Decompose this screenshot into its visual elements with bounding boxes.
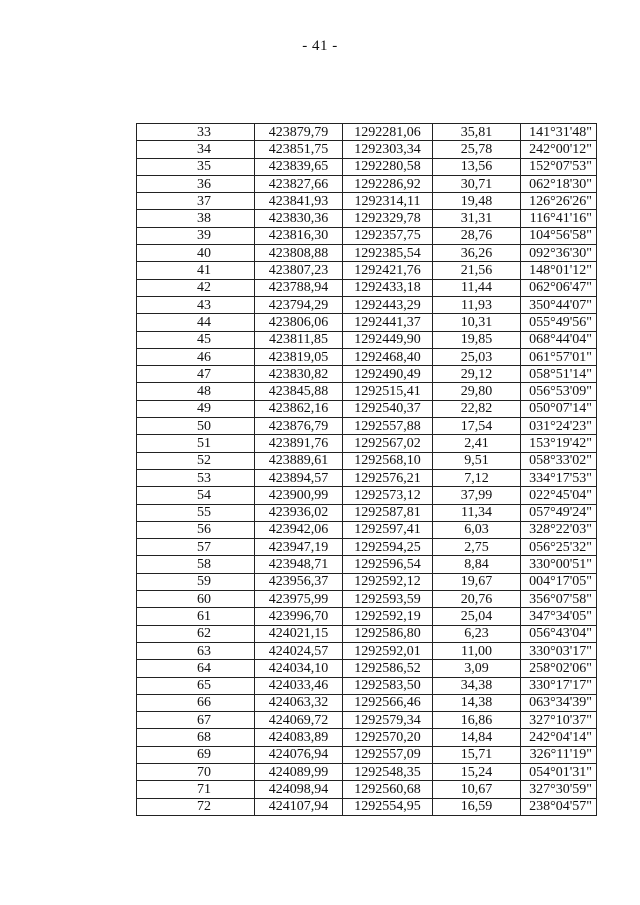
- x-coordinate-cell: 423996,70: [255, 608, 343, 625]
- bearing-cell: 054°01'31": [521, 763, 597, 780]
- length-cell: 7,12: [433, 469, 521, 486]
- y-coordinate-cell: 1292357,75: [343, 227, 433, 244]
- length-cell: 11,93: [433, 296, 521, 313]
- point-number-cell: 49: [137, 400, 255, 417]
- point-number-cell: 67: [137, 712, 255, 729]
- point-number-cell: 34: [137, 141, 255, 158]
- length-cell: 16,86: [433, 712, 521, 729]
- bearing-cell: 148°01'12": [521, 262, 597, 279]
- point-number-cell: 52: [137, 452, 255, 469]
- table-row: [137, 746, 597, 763]
- table-row: [137, 175, 597, 192]
- bearing-cell: 356°07'58": [521, 591, 597, 608]
- point-number-cell: 48: [137, 383, 255, 400]
- table-row: [137, 487, 597, 504]
- table-row: [137, 383, 597, 400]
- point-number-cell: 70: [137, 763, 255, 780]
- bearing-cell: 327°30'59": [521, 781, 597, 798]
- bearing-cell: 062°06'47": [521, 279, 597, 296]
- point-number-cell: 33: [137, 124, 255, 141]
- y-coordinate-cell: 1292593,59: [343, 591, 433, 608]
- table-row: [137, 712, 597, 729]
- bearing-cell: 004°17'05": [521, 573, 597, 590]
- y-coordinate-cell: 1292592,01: [343, 642, 433, 659]
- bearing-cell: 022°45'04": [521, 487, 597, 504]
- point-number-cell: 56: [137, 521, 255, 538]
- x-coordinate-cell: 424083,89: [255, 729, 343, 746]
- y-coordinate-cell: 1292594,25: [343, 539, 433, 556]
- bearing-cell: 350°44'07": [521, 296, 597, 313]
- length-cell: 2,75: [433, 539, 521, 556]
- length-cell: 25,04: [433, 608, 521, 625]
- y-coordinate-cell: 1292554,95: [343, 798, 433, 815]
- bearing-cell: 063°34'39": [521, 694, 597, 711]
- length-cell: 35,81: [433, 124, 521, 141]
- y-coordinate-cell: 1292449,90: [343, 331, 433, 348]
- x-coordinate-cell: 424089,99: [255, 763, 343, 780]
- y-coordinate-cell: 1292592,19: [343, 608, 433, 625]
- x-coordinate-cell: 423816,30: [255, 227, 343, 244]
- point-number-cell: 62: [137, 625, 255, 642]
- length-cell: 29,12: [433, 366, 521, 383]
- bearing-cell: 068°44'04": [521, 331, 597, 348]
- x-coordinate-cell: 423948,71: [255, 556, 343, 573]
- y-coordinate-cell: 1292579,34: [343, 712, 433, 729]
- y-coordinate-cell: 1292540,37: [343, 400, 433, 417]
- y-coordinate-cell: 1292303,34: [343, 141, 433, 158]
- length-cell: 34,38: [433, 677, 521, 694]
- y-coordinate-cell: 1292586,80: [343, 625, 433, 642]
- point-number-cell: 42: [137, 279, 255, 296]
- table-row: [137, 642, 597, 659]
- bearing-cell: 141°31'48": [521, 124, 597, 141]
- point-number-cell: 47: [137, 366, 255, 383]
- table-row: [137, 193, 597, 210]
- x-coordinate-cell: 423942,06: [255, 521, 343, 538]
- x-coordinate-cell: 423947,19: [255, 539, 343, 556]
- x-coordinate-cell: 424069,72: [255, 712, 343, 729]
- table-row: [137, 435, 597, 452]
- bearing-cell: 062°18'30": [521, 175, 597, 192]
- x-coordinate-cell: 423794,29: [255, 296, 343, 313]
- length-cell: 6,23: [433, 625, 521, 642]
- y-coordinate-cell: 1292286,92: [343, 175, 433, 192]
- x-coordinate-cell: 424076,94: [255, 746, 343, 763]
- x-coordinate-cell: 423830,36: [255, 210, 343, 227]
- y-coordinate-cell: 1292433,18: [343, 279, 433, 296]
- table-row: [137, 124, 597, 141]
- table-row: [137, 452, 597, 469]
- length-cell: 8,84: [433, 556, 521, 573]
- bearing-cell: 056°25'32": [521, 539, 597, 556]
- bearing-cell: 242°00'12": [521, 141, 597, 158]
- x-coordinate-cell: 424098,94: [255, 781, 343, 798]
- table-row: [137, 469, 597, 486]
- y-coordinate-cell: 1292592,12: [343, 573, 433, 590]
- table-row: [137, 573, 597, 590]
- length-cell: 20,76: [433, 591, 521, 608]
- length-cell: 25,78: [433, 141, 521, 158]
- length-cell: 14,38: [433, 694, 521, 711]
- x-coordinate-cell: 423811,85: [255, 331, 343, 348]
- x-coordinate-cell: 423891,76: [255, 435, 343, 452]
- x-coordinate-cell: 423819,05: [255, 348, 343, 365]
- length-cell: 36,26: [433, 245, 521, 262]
- length-cell: 14,84: [433, 729, 521, 746]
- y-coordinate-cell: 1292329,78: [343, 210, 433, 227]
- length-cell: 31,31: [433, 210, 521, 227]
- point-number-cell: 45: [137, 331, 255, 348]
- bearing-cell: 327°10'37": [521, 712, 597, 729]
- bearing-cell: 330°17'17": [521, 677, 597, 694]
- point-number-cell: 64: [137, 660, 255, 677]
- length-cell: 15,71: [433, 746, 521, 763]
- bearing-cell: 330°00'51": [521, 556, 597, 573]
- length-cell: 17,54: [433, 418, 521, 435]
- bearing-cell: 058°51'14": [521, 366, 597, 383]
- point-number-cell: 63: [137, 642, 255, 659]
- x-coordinate-cell: 423936,02: [255, 504, 343, 521]
- x-coordinate-cell: 424021,15: [255, 625, 343, 642]
- length-cell: 11,34: [433, 504, 521, 521]
- point-number-cell: 46: [137, 348, 255, 365]
- y-coordinate-cell: 1292421,76: [343, 262, 433, 279]
- length-cell: 29,80: [433, 383, 521, 400]
- table-row: [137, 677, 597, 694]
- bearing-cell: 258°02'06": [521, 660, 597, 677]
- point-number-cell: 68: [137, 729, 255, 746]
- page-number: - 41 -: [302, 38, 338, 54]
- table-row: [137, 279, 597, 296]
- bearing-cell: 347°34'05": [521, 608, 597, 625]
- point-number-cell: 61: [137, 608, 255, 625]
- length-cell: 22,82: [433, 400, 521, 417]
- table-row: [137, 418, 597, 435]
- point-number-cell: 66: [137, 694, 255, 711]
- x-coordinate-cell: 423889,61: [255, 452, 343, 469]
- y-coordinate-cell: 1292281,06: [343, 124, 433, 141]
- length-cell: 37,99: [433, 487, 521, 504]
- length-cell: 28,76: [433, 227, 521, 244]
- x-coordinate-cell: 423894,57: [255, 469, 343, 486]
- bearing-cell: 058°33'02": [521, 452, 597, 469]
- x-coordinate-cell: 423851,75: [255, 141, 343, 158]
- x-coordinate-cell: 423900,99: [255, 487, 343, 504]
- y-coordinate-cell: 1292385,54: [343, 245, 433, 262]
- table-row: [137, 296, 597, 313]
- table-row: [137, 798, 597, 815]
- table-row: [137, 227, 597, 244]
- bearing-cell: 238°04'57": [521, 798, 597, 815]
- point-number-cell: 43: [137, 296, 255, 313]
- coordinates-table-body: [137, 124, 597, 816]
- x-coordinate-cell: 423862,16: [255, 400, 343, 417]
- point-number-cell: 53: [137, 469, 255, 486]
- y-coordinate-cell: 1292280,58: [343, 158, 433, 175]
- length-cell: 15,24: [433, 763, 521, 780]
- length-cell: 13,56: [433, 158, 521, 175]
- point-number-cell: 69: [137, 746, 255, 763]
- x-coordinate-cell: 424107,94: [255, 798, 343, 815]
- table-row: [137, 504, 597, 521]
- y-coordinate-cell: 1292515,41: [343, 383, 433, 400]
- table-row: [137, 539, 597, 556]
- x-coordinate-cell: 423975,99: [255, 591, 343, 608]
- bearing-cell: 334°17'53": [521, 469, 597, 486]
- y-coordinate-cell: 1292587,81: [343, 504, 433, 521]
- x-coordinate-cell: 423788,94: [255, 279, 343, 296]
- length-cell: 10,31: [433, 314, 521, 331]
- length-cell: 30,71: [433, 175, 521, 192]
- table-row: [137, 400, 597, 417]
- length-cell: 9,51: [433, 452, 521, 469]
- y-coordinate-cell: 1292567,02: [343, 435, 433, 452]
- x-coordinate-cell: 423876,79: [255, 418, 343, 435]
- bearing-cell: 104°56'58": [521, 227, 597, 244]
- length-cell: 19,67: [433, 573, 521, 590]
- bearing-cell: 050°07'14": [521, 400, 597, 417]
- table-row: [137, 521, 597, 538]
- bearing-cell: 031°24'23": [521, 418, 597, 435]
- table-row: [137, 608, 597, 625]
- y-coordinate-cell: 1292566,46: [343, 694, 433, 711]
- length-cell: 19,48: [433, 193, 521, 210]
- y-coordinate-cell: 1292490,49: [343, 366, 433, 383]
- bearing-cell: 092°36'30": [521, 245, 597, 262]
- table-row: [137, 366, 597, 383]
- table-row: [137, 348, 597, 365]
- table-row: [137, 314, 597, 331]
- y-coordinate-cell: 1292441,37: [343, 314, 433, 331]
- table-row: [137, 210, 597, 227]
- y-coordinate-cell: 1292596,54: [343, 556, 433, 573]
- point-number-cell: 37: [137, 193, 255, 210]
- x-coordinate-cell: 424063,32: [255, 694, 343, 711]
- point-number-cell: 65: [137, 677, 255, 694]
- y-coordinate-cell: 1292583,50: [343, 677, 433, 694]
- table-row: [137, 158, 597, 175]
- table-row: [137, 625, 597, 642]
- y-coordinate-cell: 1292573,12: [343, 487, 433, 504]
- y-coordinate-cell: 1292468,40: [343, 348, 433, 365]
- bearing-cell: 328°22'03": [521, 521, 597, 538]
- length-cell: 19,85: [433, 331, 521, 348]
- point-number-cell: 55: [137, 504, 255, 521]
- length-cell: 25,03: [433, 348, 521, 365]
- point-number-cell: 35: [137, 158, 255, 175]
- point-number-cell: 36: [137, 175, 255, 192]
- length-cell: 11,00: [433, 642, 521, 659]
- table-row: [137, 245, 597, 262]
- y-coordinate-cell: 1292576,21: [343, 469, 433, 486]
- x-coordinate-cell: 424034,10: [255, 660, 343, 677]
- y-coordinate-cell: 1292557,88: [343, 418, 433, 435]
- bearing-cell: 242°04'14": [521, 729, 597, 746]
- x-coordinate-cell: 423956,37: [255, 573, 343, 590]
- bearing-cell: 056°53'09": [521, 383, 597, 400]
- point-number-cell: 39: [137, 227, 255, 244]
- point-number-cell: 38: [137, 210, 255, 227]
- table-row: [137, 729, 597, 746]
- x-coordinate-cell: 423806,06: [255, 314, 343, 331]
- x-coordinate-cell: 424024,57: [255, 642, 343, 659]
- point-number-cell: 40: [137, 245, 255, 262]
- bearing-cell: 057°49'24": [521, 504, 597, 521]
- table-row: [137, 660, 597, 677]
- table-row: [137, 556, 597, 573]
- length-cell: 2,41: [433, 435, 521, 452]
- table-row: [137, 781, 597, 798]
- point-number-cell: 44: [137, 314, 255, 331]
- x-coordinate-cell: 423827,66: [255, 175, 343, 192]
- x-coordinate-cell: 423808,88: [255, 245, 343, 262]
- length-cell: 3,09: [433, 660, 521, 677]
- bearing-cell: 152°07'53": [521, 158, 597, 175]
- bearing-cell: 153°19'42": [521, 435, 597, 452]
- y-coordinate-cell: 1292597,41: [343, 521, 433, 538]
- bearing-cell: 061°57'01": [521, 348, 597, 365]
- length-cell: 6,03: [433, 521, 521, 538]
- point-number-cell: 51: [137, 435, 255, 452]
- point-number-cell: 50: [137, 418, 255, 435]
- table-row: [137, 694, 597, 711]
- y-coordinate-cell: 1292570,20: [343, 729, 433, 746]
- table-row: [137, 763, 597, 780]
- x-coordinate-cell: 423807,23: [255, 262, 343, 279]
- y-coordinate-cell: 1292548,35: [343, 763, 433, 780]
- point-number-cell: 54: [137, 487, 255, 504]
- x-coordinate-cell: 423845,88: [255, 383, 343, 400]
- y-coordinate-cell: 1292560,68: [343, 781, 433, 798]
- x-coordinate-cell: 423841,93: [255, 193, 343, 210]
- y-coordinate-cell: 1292568,10: [343, 452, 433, 469]
- length-cell: 16,59: [433, 798, 521, 815]
- bearing-cell: 326°11'19": [521, 746, 597, 763]
- point-number-cell: 58: [137, 556, 255, 573]
- table-row: [137, 262, 597, 279]
- x-coordinate-cell: 424033,46: [255, 677, 343, 694]
- length-cell: 11,44: [433, 279, 521, 296]
- length-cell: 10,67: [433, 781, 521, 798]
- point-number-cell: 72: [137, 798, 255, 815]
- point-number-cell: 71: [137, 781, 255, 798]
- table-row: [137, 331, 597, 348]
- y-coordinate-cell: 1292314,11: [343, 193, 433, 210]
- x-coordinate-cell: 423830,82: [255, 366, 343, 383]
- y-coordinate-cell: 1292443,29: [343, 296, 433, 313]
- bearing-cell: 056°43'04": [521, 625, 597, 642]
- bearing-cell: 116°41'16": [521, 210, 597, 227]
- x-coordinate-cell: 423879,79: [255, 124, 343, 141]
- y-coordinate-cell: 1292557,09: [343, 746, 433, 763]
- point-number-cell: 59: [137, 573, 255, 590]
- table-row: [137, 141, 597, 158]
- bearing-cell: 330°03'17": [521, 642, 597, 659]
- bearing-cell: 055°49'56": [521, 314, 597, 331]
- bearing-cell: 126°26'26": [521, 193, 597, 210]
- coordinates-table: [136, 123, 597, 816]
- point-number-cell: 57: [137, 539, 255, 556]
- point-number-cell: 60: [137, 591, 255, 608]
- table-row: [137, 591, 597, 608]
- x-coordinate-cell: 423839,65: [255, 158, 343, 175]
- y-coordinate-cell: 1292586,52: [343, 660, 433, 677]
- length-cell: 21,56: [433, 262, 521, 279]
- point-number-cell: 41: [137, 262, 255, 279]
